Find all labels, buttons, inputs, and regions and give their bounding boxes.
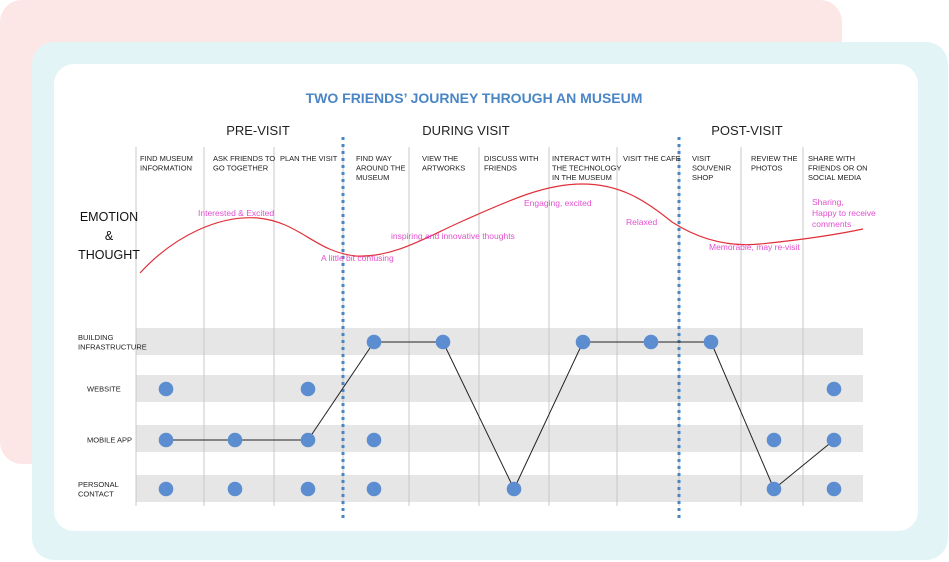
step-label: SHARE WITH FRIENDS OR ON SOCIAL MEDIA	[808, 154, 868, 182]
step-label: FIND MUSEUM INFORMATION	[140, 154, 193, 173]
journey-segment	[443, 342, 514, 489]
phase-heading: DURING VISIT	[422, 123, 510, 138]
phase-heading: PRE-VISIT	[226, 123, 290, 138]
step-label: VIEW THE ARTWORKS	[422, 154, 466, 173]
channel-band	[136, 475, 863, 502]
step-label: VISIT SOUVENIR SHOP	[692, 154, 732, 182]
step-label: DISCUSS WITH FRIENDS	[484, 154, 539, 173]
touchpoint-dot	[827, 482, 842, 497]
touchpoint-dot	[827, 433, 842, 448]
phase-heading: POST-VISIT	[711, 123, 783, 138]
step-label: FIND WAY AROUND THE MUSEUM	[356, 154, 406, 182]
emotion-thought-label: EMOTION & THOUGHT	[78, 210, 140, 262]
touchpoint-dot	[576, 335, 591, 350]
step-label: INTERACT WITH THE TECHNOLOGY IN THE MUSEUM	[552, 154, 622, 182]
touchpoint-dot	[767, 482, 782, 497]
emotion-annotation: inspiring and innovative thoughts	[391, 231, 515, 241]
touchpoint-dot	[704, 335, 719, 350]
channel-label: BUILDING INFRASTRUCTURE	[78, 333, 147, 352]
touchpoint-dot	[507, 482, 522, 497]
touchpoint-dot	[367, 482, 382, 497]
step-label: ASK FRIENDS TO GO TOGETHER	[213, 154, 276, 173]
channel-band	[136, 425, 863, 452]
touchpoint-dot	[159, 433, 174, 448]
touchpoint-dot	[436, 335, 451, 350]
emotion-annotation: Memorable, may re-visit	[709, 242, 800, 252]
touchpoint-dot	[228, 482, 243, 497]
journey-segment	[711, 342, 774, 489]
touchpoint-dot	[767, 433, 782, 448]
touchpoint-dot	[644, 335, 659, 350]
diagram-title: TWO FRIENDS’ JOURNEY THROUGH AN MUSEUM	[305, 90, 643, 106]
emotion-annotation: Interested & Excited	[198, 208, 275, 218]
channel-band	[136, 328, 863, 355]
touchpoint-dot	[228, 433, 243, 448]
touchpoint-dot	[301, 433, 316, 448]
touchpoint-dot	[367, 433, 382, 448]
emotion-annotation: Engaging, excited	[524, 198, 592, 208]
channel-label: MOBILE APP	[87, 435, 133, 445]
touchpoint-dot	[827, 382, 842, 397]
touchpoint-dot	[301, 482, 316, 497]
journey-segment	[514, 342, 583, 489]
emotion-annotation: A little bit confusing	[321, 253, 394, 263]
emotion-annotation: Relaxed	[626, 217, 658, 227]
touchpoint-dot	[159, 382, 174, 397]
touchpoint-dot	[301, 382, 316, 397]
emotion-annotation: Sharing, Happy to receive comments	[812, 197, 876, 229]
channel-label: WEBSITE	[87, 384, 121, 394]
touchpoint-dot	[367, 335, 382, 350]
step-label: PLAN THE VISIT	[280, 154, 338, 163]
channel-label: PERSONAL CONTACT	[78, 480, 119, 499]
channel-band	[136, 375, 863, 402]
step-label: REVIEW THE PHOTOS	[751, 154, 798, 173]
touchpoint-dot	[159, 482, 174, 497]
step-label: VISIT THE CAFE	[623, 154, 681, 163]
emotion-curve	[140, 184, 863, 273]
